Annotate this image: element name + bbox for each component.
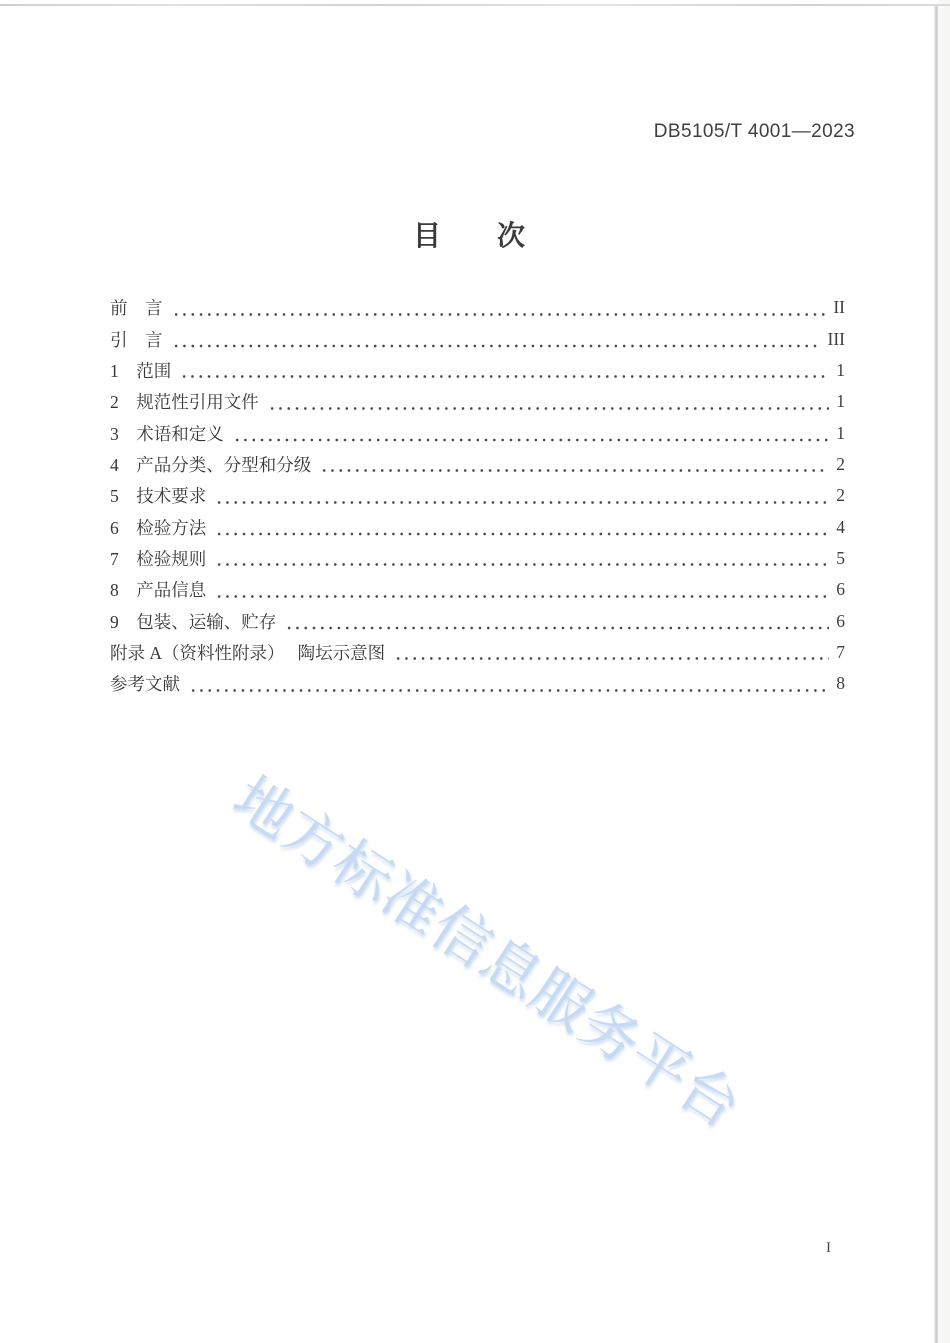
dot-leader [266,386,830,417]
toc-entry-page: II [833,297,845,318]
scan-right-edge-line [934,6,938,1343]
toc-entry-page: 5 [836,547,845,568]
toc-entry-label: 前 言 [110,298,163,319]
toc-entry-label: 7 检验规则 [110,548,207,569]
toc-entry-label: 8 产品信息 [110,580,207,601]
dot-leader [283,605,829,636]
toc-entry-page: 2 [836,485,845,506]
toc-entry-scope [110,355,845,386]
toc-entry-bibliography [110,668,845,699]
dot-leader [318,449,829,480]
dot-leader [213,511,829,542]
toc-entry-label: 6 检验方法 [110,517,207,538]
dot-leader [170,323,821,354]
toc-entry-foreword [110,292,845,323]
toc-entry-normative-references [110,386,845,417]
toc-entry-page: 8 [836,673,845,694]
toc-entry-label: 2 规范性引用文件 [110,392,259,413]
toc-entry-page: 1 [836,391,845,412]
toc-entry-label: 1 范围 [110,360,172,381]
scan-page-edge-shade [938,0,950,1343]
toc-entry-product-information [110,574,845,605]
toc-entry-appendix-a [110,637,845,668]
toc-entry-classification [110,449,845,480]
dot-leader [392,637,829,668]
toc-entry-label: 3 术语和定义 [110,423,224,444]
toc-entry-page: 1 [836,359,845,380]
toc-entry-label: 参考文献 [110,674,180,695]
toc-entry-page: 6 [836,579,845,600]
toc-title: 目 次 [412,220,525,251]
toc-entry-page: 2 [836,453,845,474]
dot-leader [170,292,827,323]
toc-entry-label: 5 技术要求 [110,486,207,507]
dot-leader [178,355,829,386]
toc-entry-label: 引 言 [110,329,163,350]
toc-entry-test-methods [110,511,845,542]
dot-leader [213,543,829,574]
toc-entry-introduction [110,323,845,354]
toc-entry-packaging-transport-storage [110,605,845,636]
dot-leader [213,480,829,511]
dot-leader [231,417,830,448]
watermark-text: 地方标准信息服务平台 [221,764,753,1141]
toc-entry-page: 7 [836,641,845,662]
toc-list [110,292,845,699]
toc-entry-label: 9 包装、运输、贮存 [110,611,277,632]
scan-top-edge-line [0,4,950,6]
toc-entry-label: 4 产品分类、分型和分级 [110,454,312,475]
toc-entry-page: 6 [836,610,845,631]
dot-leader [187,668,829,699]
toc-entry-page: III [827,328,845,349]
toc-entry-technical-requirements [110,480,845,511]
dot-leader [213,574,829,605]
toc-entry-terms-definitions [110,417,845,448]
toc-entry-page: 4 [836,516,845,537]
standard-code: DB5105/T 4001—2023 [653,121,855,142]
toc-entry-label: 附录 A（资料性附录） 陶坛示意图 [110,642,386,663]
toc-entry-page: 1 [836,422,845,443]
toc-entry-inspection-rules [110,543,845,574]
page-number: I [826,1240,831,1256]
